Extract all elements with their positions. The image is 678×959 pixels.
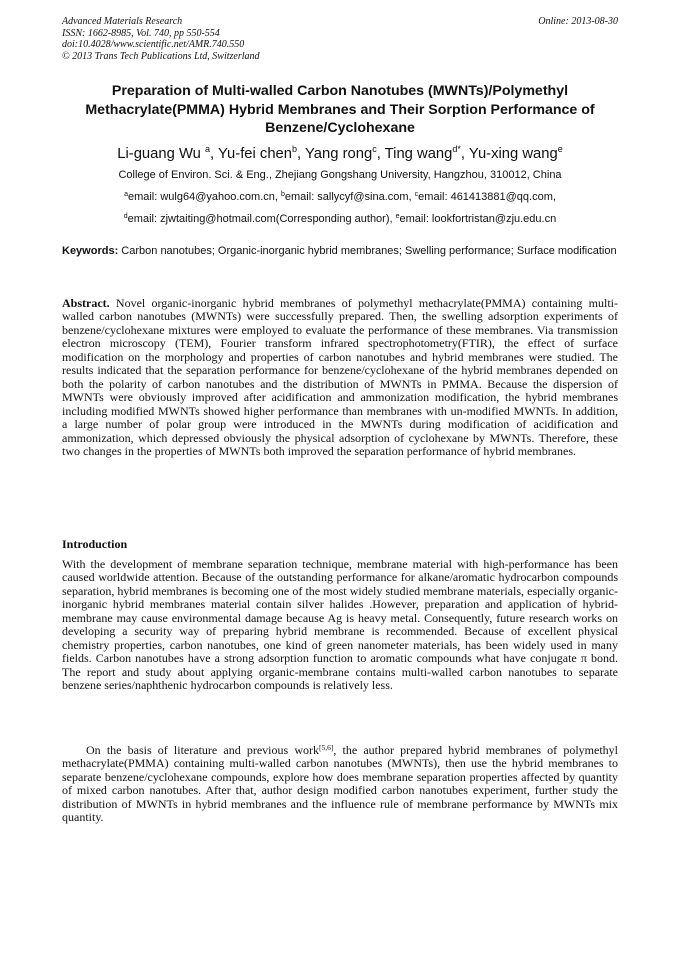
journal-header: [62, 16, 618, 62]
intro-paragraph-1: With the development of membrane separation technique, membrane material with high-performance has been caused worldwide attention. Because of the outstanding performance for alkane/aromatic hydrocarbon compounds separation, hybrid membranes is becoming one of the most widely studied membrane materials, especially organic-inorganic hybrid membranes material contain silver halides .However, preparation and application of hybrid-membrane may cause environmental damage because Ag is heavy metal. Consequently, future research works on developing a security way of preparing hybrid membrane is recommended. Because of excellent physical chemistry properties, carbon nanotubes, one kind of green nanometer materials, has been widely used in many fields. Carbon nanotubes have a strong adsorption function to aromatic compounds what have conjugate π bond. The report and study about applying organic-membrane contains multi-walled carbon nanotubes to separate benzene series/naphthenic hydrocarbon compounds is relatively less.: [62, 557, 618, 693]
author-name: Ting wang: [384, 146, 453, 162]
author-name: Yu-fei chen: [217, 146, 293, 162]
email-d: email: zjwtaiting@hotmail.com(Corresponding author),: [127, 213, 396, 225]
email-mark: b: [281, 191, 285, 198]
keywords: [62, 245, 618, 258]
journal-doi: doi:10.4028/www.scientific.net/AMR.740.550: [62, 39, 245, 50]
email-mark: e: [395, 213, 400, 220]
email-c: email: 461413881@qq.com,: [418, 191, 556, 203]
author-name: Yang rong: [305, 146, 373, 162]
author-affil-mark: d*: [452, 144, 461, 154]
abstract-label: Abstract.: [62, 296, 110, 310]
abstract: [62, 297, 618, 458]
keywords-label: Keywords:: [62, 245, 119, 257]
section-heading: Introduction: [62, 537, 128, 551]
journal-copyright: © 2013 Trans Tech Publications Ltd, Switzerland: [62, 50, 260, 62]
citation-ref: [5,6]: [318, 743, 334, 752]
journal-name: Advanced Materials Research: [62, 16, 183, 27]
online-date: Online: 2013-08-30: [538, 16, 618, 27]
author-separator: ,: [376, 146, 385, 162]
author-list: [62, 145, 618, 163]
journal-issn: ISSN: 1662-8985, Vol. 740, pp 550-554: [62, 27, 220, 39]
author-affil-mark: b: [292, 144, 298, 154]
affiliation: College of Environ. Sci. & Eng., Zhejiang Gongshang University, Hangzhou, 310012, China: [118, 169, 562, 181]
author-affil-mark: a: [205, 144, 211, 154]
author-affil-mark: c: [372, 144, 377, 154]
author-separator: ,: [297, 146, 306, 162]
intro-paragraph-2: [62, 744, 618, 825]
email-line-1: [62, 191, 618, 204]
email-e: email: lookfortristan@zju.edu.cn: [399, 213, 557, 225]
email-mark: d: [123, 213, 128, 220]
paper-title: Preparation of Multi-walled Carbon Nanotubes (MWNTs)/Polymethyl Methacrylate(PMMA) Hybrid Membranes and Their Sorption Performance of Benzene/Cyclohexane: [85, 83, 595, 136]
abstract-text: Novel organic-inorganic hybrid membranes of polymethyl methacrylate(PMMA) containing multi-walled carbon nanotubes (MWNTs) were successfully prepared. Then, the swelling adsorption experiments of benzene/cyclohexane mixtures were employed to evaluate the performance of these membranes. Via transmission electron microscopy (TEM), Fourier transform infrared spectrophotometry(FTIR), the effect of surface modification on the morphology and properties of carbon nanotubes and hybrid membranes were studied. The results indicated that the separation performance for benzene/cyclohexane of the hybrid membranes depended on both the polarity of carbon nanotubes and the distribution of MWNTs in PMMA. Because the dispersion of MWNTs were obviously improved after acidification and ammonization modification, the hybrid membranes including modified MWNTs showed higher performance than membranes with un-modified MWNTs. In addition, a large number of polar group were introduced in the MWNTs during modification of acidification and ammonization, which depressed obviously the physical adsorption of cyclohexane by MWNTs. Therefore, these two changes in the properties of MWNTs both improved the separation performance of hybrid membranes.: [62, 296, 618, 458]
keywords-text: Carbon nanotubes; Organic-inorganic hybrid membranes; Swelling performance; Surface modification: [118, 245, 617, 257]
email-b: email: sallycyf@sina.com,: [284, 191, 415, 203]
email-line-2: [62, 213, 618, 226]
intro-p2-text: On the basis of literature and previous work: [86, 743, 319, 757]
author-name: Yu-xing wang: [468, 146, 558, 162]
author-separator: ,: [210, 146, 218, 162]
author-name: Li-guang Wu: [117, 146, 205, 162]
author-affil-mark: e: [557, 144, 563, 154]
email-mark: c: [414, 191, 419, 198]
intro-p2-text: , the author prepared hybrid membranes of polymethyl methacrylate(PMMA) containing multi-walled carbon nanotubes (MWNTs), then use the hybrid membranes to separate benzene/cyclohexane compounds, explore how does membrane separation properties affected by quantity of mixed carbon nanotubes. After that, author design modified carbon nanotubes experiment, further study the distribution of MWNTs in hybrid membranes and the influence rule of membrane performance by MWNTs mix quantity.: [62, 743, 618, 825]
email-mark: a: [124, 191, 128, 198]
email-a: email: wulg64@yahoo.com.cn,: [127, 191, 281, 203]
author-separator: ,: [460, 146, 469, 162]
